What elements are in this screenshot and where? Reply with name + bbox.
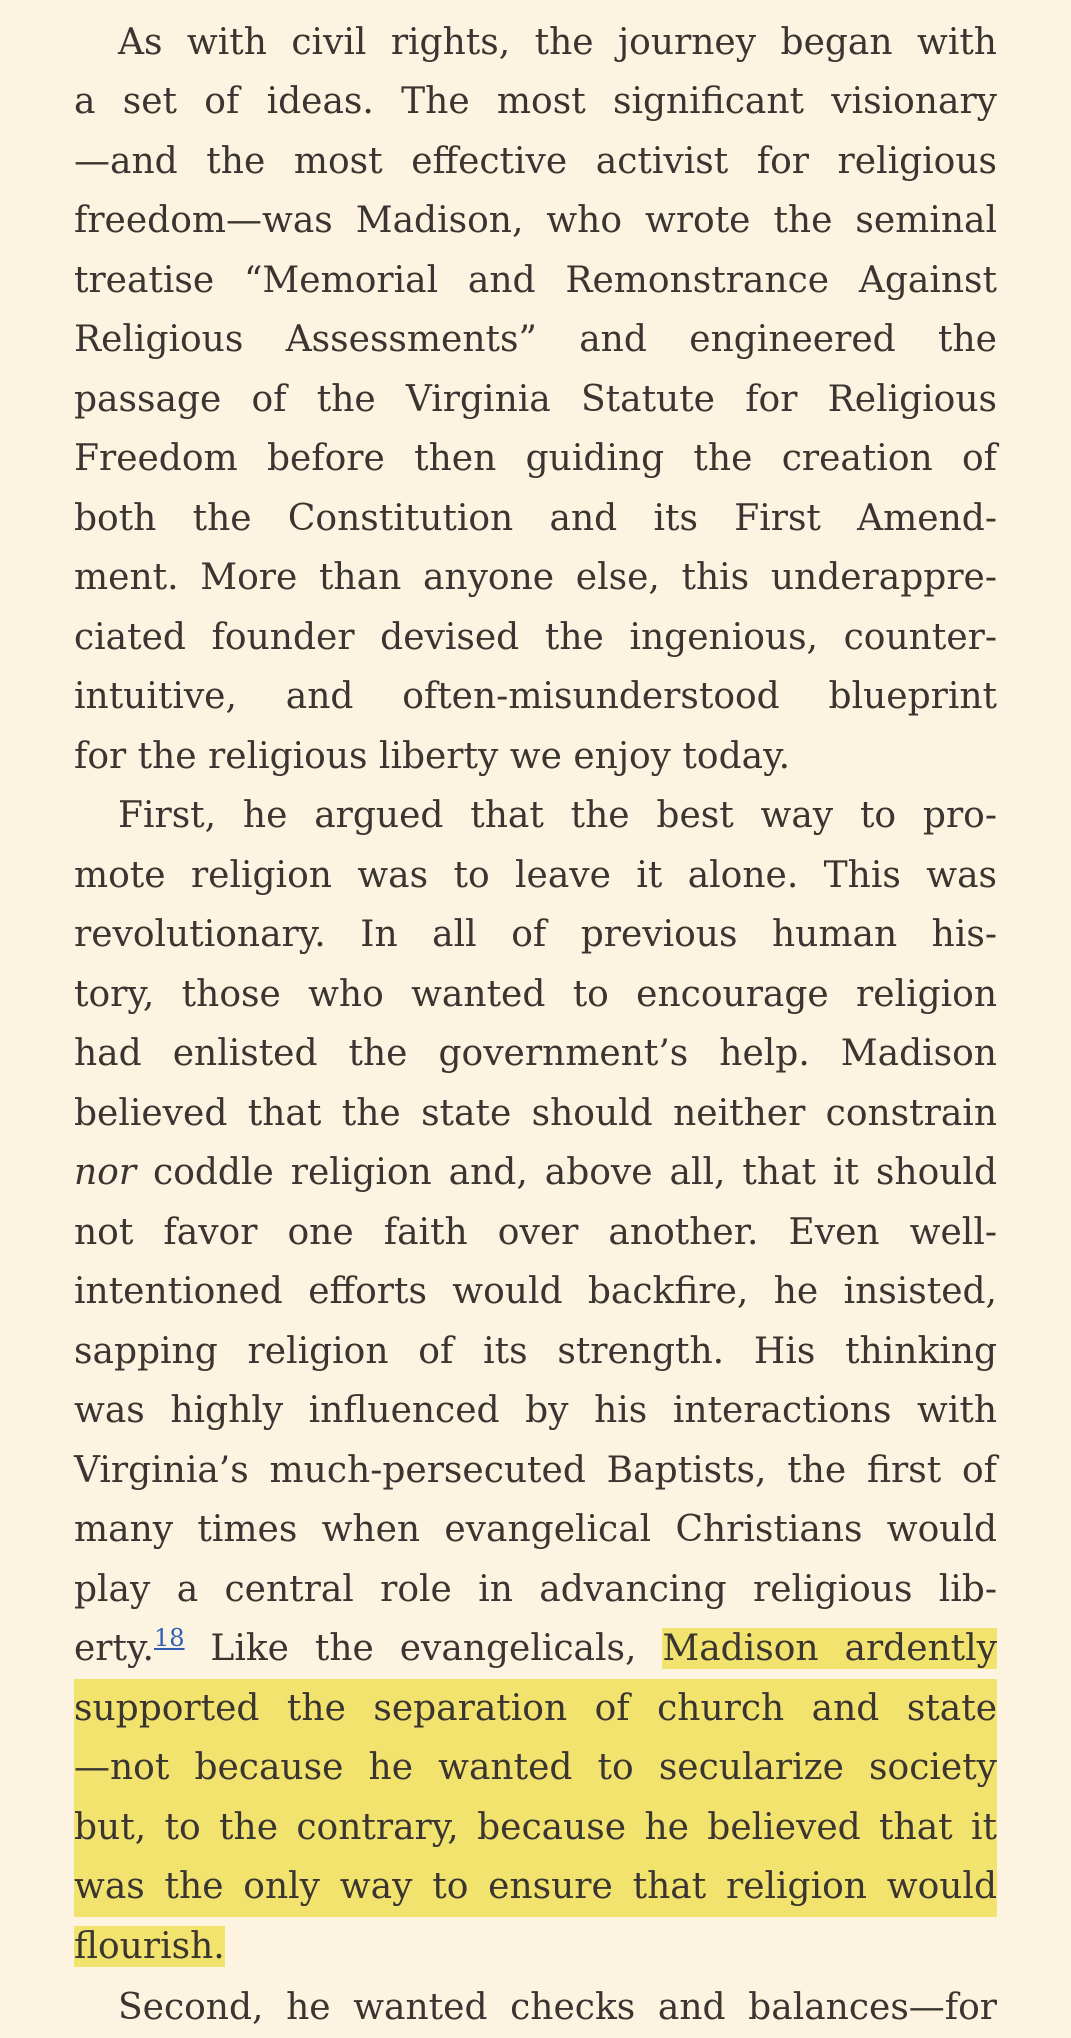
highlighted-line-2[interactable]: supported the separation of church and state: [74, 1679, 997, 1739]
paragraph-3-line-1: Second, he wanted checks and balances—for: [118, 1987, 997, 2028]
paragraph-2-line-3: revolutionary. In all of previous human his-: [74, 914, 997, 955]
highlighted-line-6[interactable]: flourish.: [74, 1926, 225, 1967]
paragraph-1-line-2: a set of ideas. The most significant visionary: [74, 81, 997, 122]
book-page: [74, 0, 998, 2028]
paragraph-2-line-11: was highly influenced by his interactions with: [74, 1390, 997, 1431]
paragraph-1-line-3: —and the most effective activist for religious: [74, 141, 997, 182]
paragraph-2-line-2: mote religion was to leave it alone. This was: [74, 855, 997, 896]
highlight-start[interactable]: Madison ardently: [662, 1628, 998, 1669]
paragraph-2-line-1: First, he argued that the best way to pro-: [118, 795, 997, 836]
paragraph-1-line-9: both the Constitution and its First Amend-: [74, 498, 997, 539]
paragraph-1-line-8: Freedom before then guiding the creation of: [74, 438, 997, 479]
paragraph-2-line-12: Virginia’s much-persecuted Baptists, the first of: [74, 1450, 997, 1491]
paragraph-1-line-7: passage of the Virginia Statute for Religious: [74, 379, 997, 420]
paragraph-2-line-13: many times when evangelical Christians would: [74, 1509, 997, 1550]
highlighted-line-5[interactable]: was the only way to ensure that religion would: [74, 1857, 997, 1917]
paragraph-1-line-11: ciated founder devised the ingenious, counter-: [74, 617, 997, 658]
paragraph-1-line-10: ment. More than anyone else, this underappre-: [74, 557, 997, 598]
paragraph-2-line-15: erty.$^{18}$ Like the evangelicals, Madison ardently: [74, 1624, 998, 1669]
paragraph-1-line-4: freedom—was Madison, who wrote the seminal: [74, 200, 997, 241]
paragraph-2-line-14: play a central role in advancing religious lib-: [74, 1569, 997, 1610]
paragraph-2-line-4: tory, those who wanted to encourage religion: [74, 974, 997, 1015]
paragraph-2-line-7: nor coddle religion and, above all, that it should: [74, 1152, 997, 1193]
highlighted-line-4[interactable]: but, to the contrary, because he believed that it: [74, 1798, 997, 1858]
paragraph-2-line-9: intentioned efforts would backfire, he insisted,: [74, 1271, 997, 1312]
emphasis-nor: nor: [74, 1152, 137, 1193]
paragraph-1-line-1: As with civil rights, the journey began with: [118, 22, 997, 63]
paragraph-1-line-6: Religious Assessments” and engineered the: [74, 319, 997, 360]
paragraph-2-line-10: sapping religion of its strength. His thinking: [74, 1331, 997, 1372]
paragraph-1-line-12: intuitive, and often-misunderstood blueprint: [74, 676, 997, 717]
paragraph-1-line-5: treatise “Memorial and Remonstrance Against: [74, 260, 997, 301]
paragraph-2-line-5: had enlisted the government’s help. Madison: [74, 1033, 997, 1074]
paragraph-2-line-8: not favor one faith over another. Even well-: [74, 1212, 997, 1253]
highlighted-line-3[interactable]: —not because he wanted to secularize society: [74, 1738, 997, 1798]
paragraph-2-line-6: believed that the state should neither constrain: [74, 1093, 997, 1134]
footnote-link-18[interactable]: 18: [153, 1624, 185, 1652]
paragraph-1-line-13: for the religious liberty we enjoy today.: [74, 736, 791, 777]
